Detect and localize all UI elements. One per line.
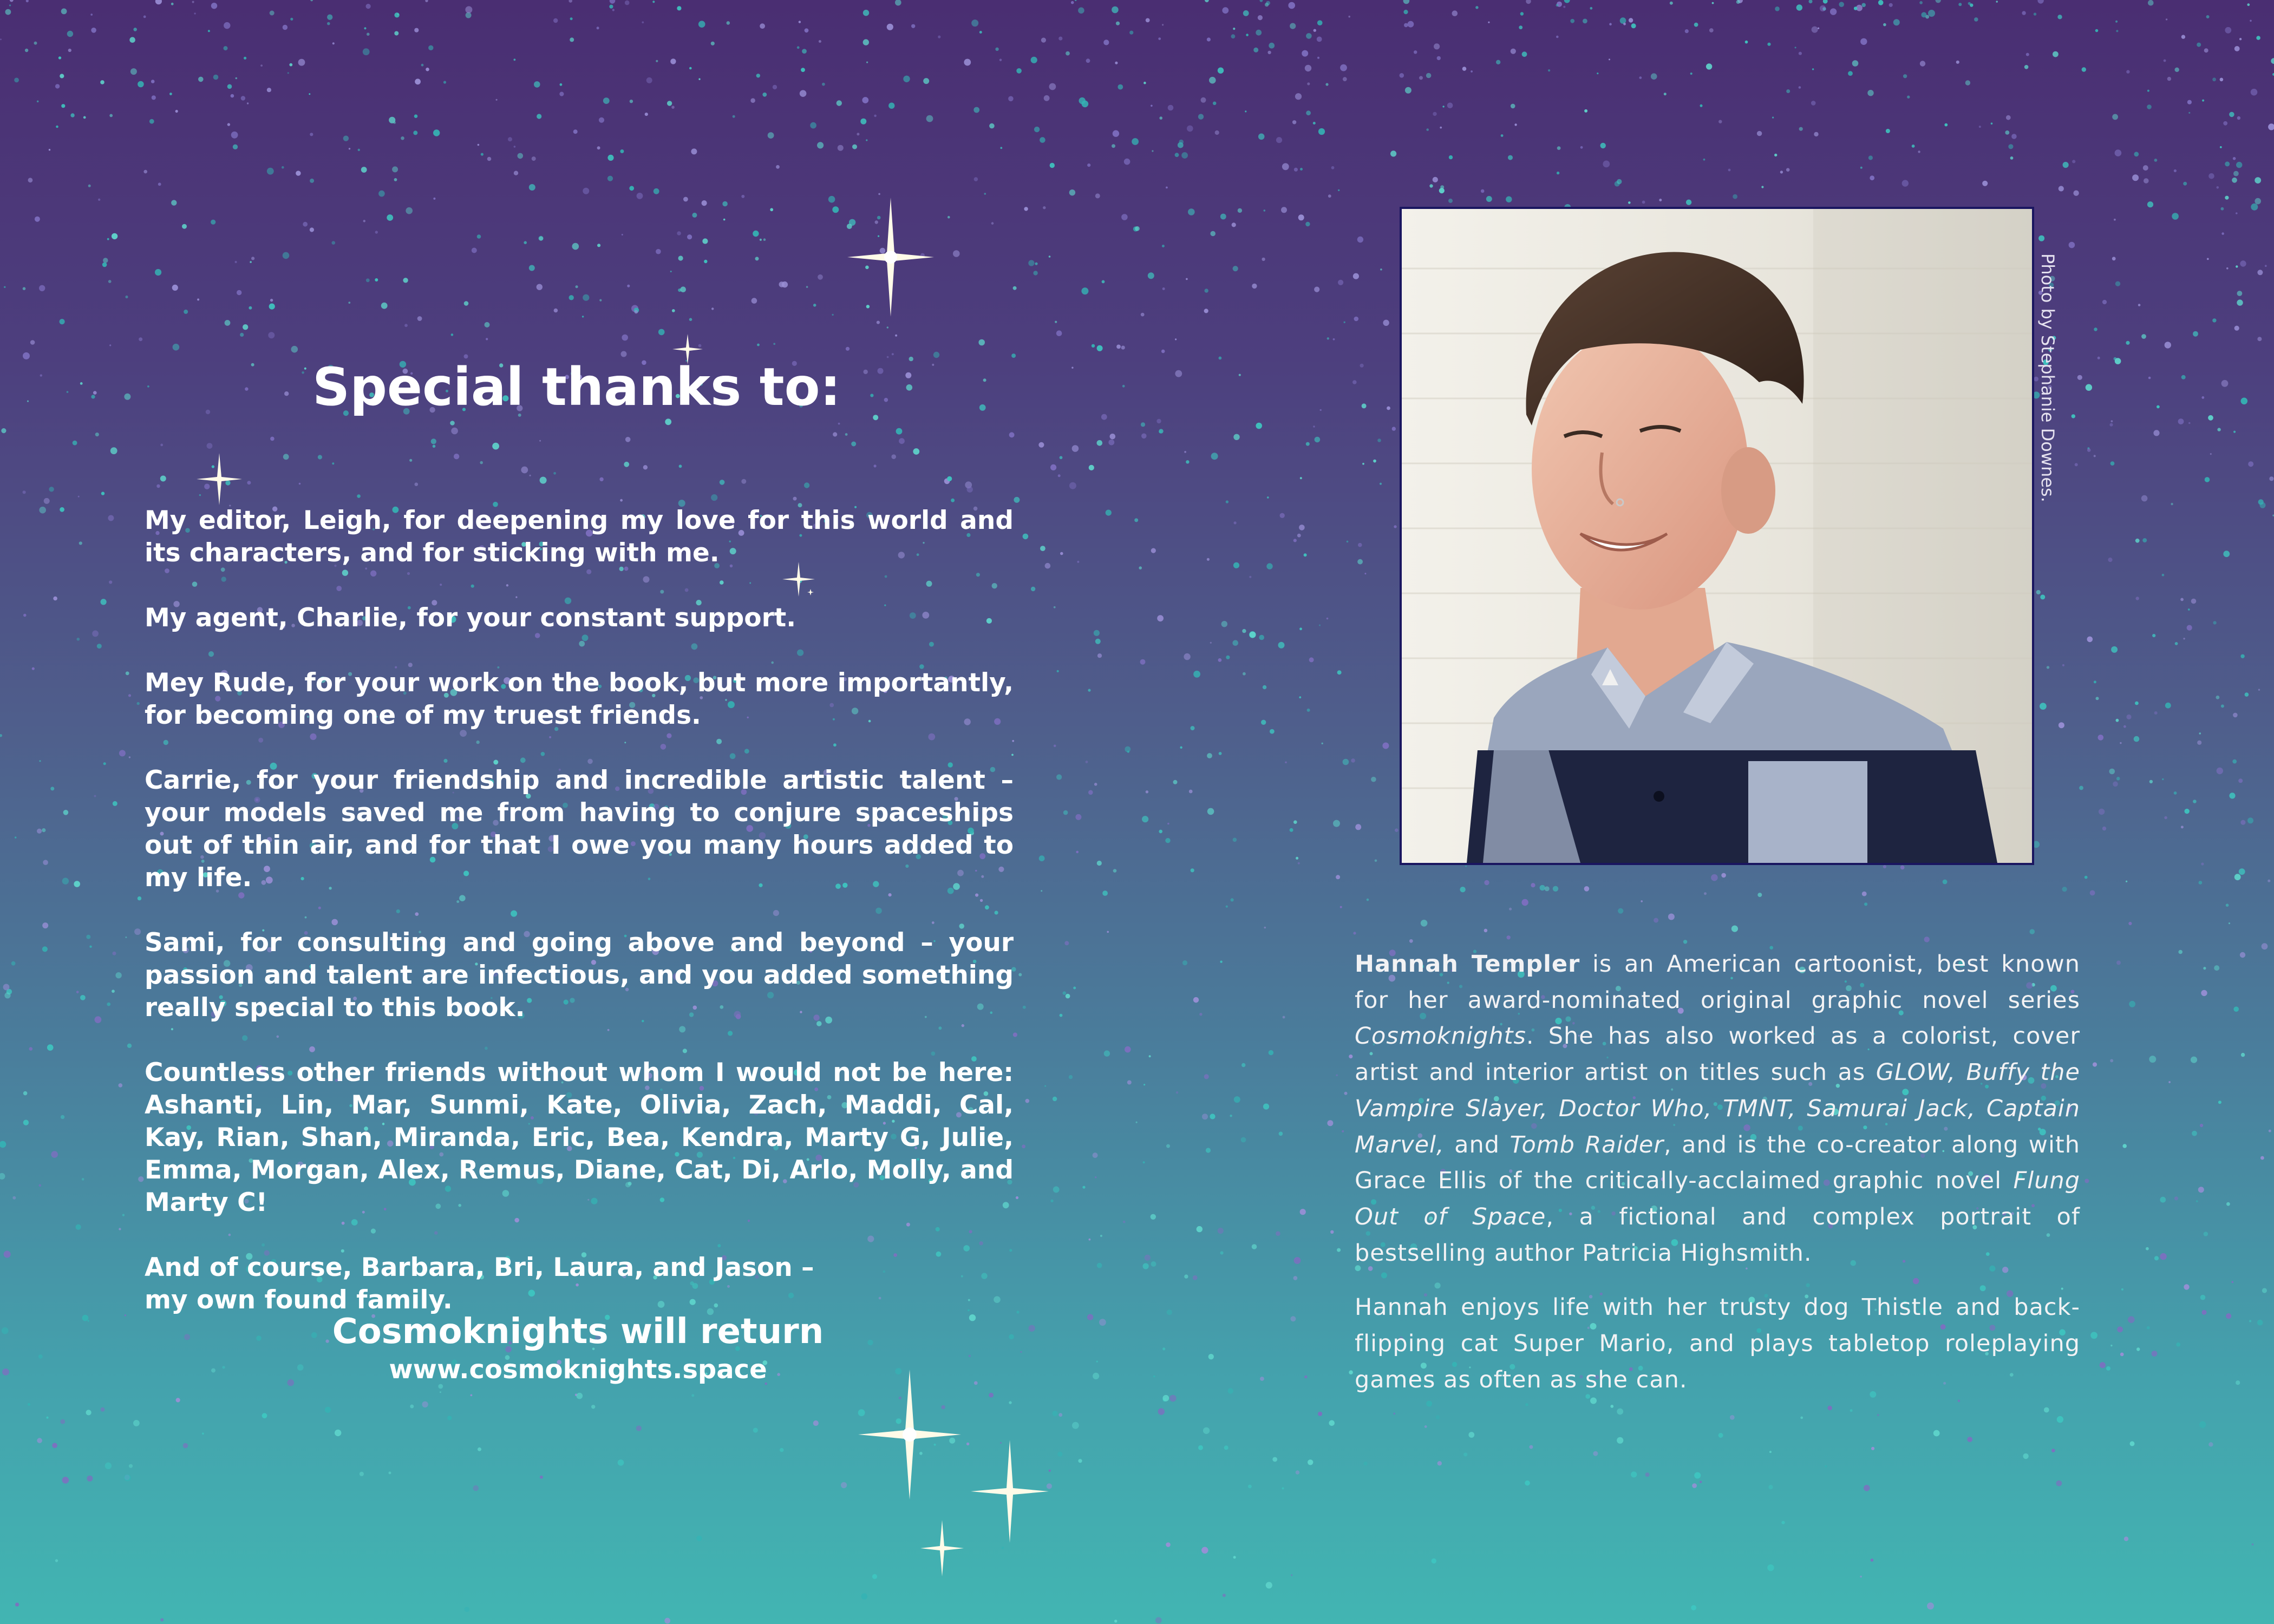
thanks-item: Sami, for consulting and going above and beyond – your passion and talent are infectious, and you added something really special to this book. xyxy=(145,928,1014,1023)
sparkle-star-icon xyxy=(966,1437,1053,1546)
closing-line-1: And of course, Barbara, Bri, Laura, and Jason – xyxy=(145,1253,814,1282)
bio-text: and xyxy=(1444,1131,1510,1158)
thanks-item: My editor, Leigh, for deepening my love for this world and its characters, and for sticking with me. xyxy=(145,506,1014,568)
work-title: Tomb Raider xyxy=(1510,1131,1664,1158)
return-announcement xyxy=(143,1310,1012,1386)
photo-credit: Photo by Stephanie Downes. xyxy=(2037,253,2058,502)
author-bio xyxy=(1355,946,2080,1416)
author-name: Hannah Templer xyxy=(1355,951,1580,978)
bio-paragraph-2: Hannah enjoys life with her trusty dog Thistle and back-flipping cat Super Mario, and plays tabletop roleplaying games as often as she can. xyxy=(1355,1294,2080,1393)
author-portrait-image xyxy=(1402,209,2032,863)
sparkle-star-icon xyxy=(195,452,244,506)
website-link[interactable]: www.cosmoknights.space xyxy=(389,1354,767,1385)
sparkle-star-icon xyxy=(918,1518,966,1578)
return-title: Cosmoknights will return xyxy=(332,1312,824,1352)
author-photo xyxy=(1400,207,2034,865)
bio-text: is an American cartoonist, best known for her award-nominated original graphic novel series xyxy=(1355,951,2080,1014)
thanks-list xyxy=(145,505,1014,1317)
work-titles: GLOW, Buffy the Vampire Slayer, Doctor Who, TMNT, Samurai Jack, Captain Marvel, xyxy=(1355,1059,2080,1158)
special-thanks-heading: Special thanks to: xyxy=(312,357,841,417)
thanks-item: My agent, Charlie, for your constant support. xyxy=(145,603,796,633)
bio-text: , a fictional and complex portrait of bestselling author Patricia Highsmith. xyxy=(1355,1203,2080,1267)
novel-title: Flung Out of Space xyxy=(1355,1167,2080,1230)
series-title: Cosmoknights xyxy=(1355,1023,1526,1050)
thanks-item-closing xyxy=(145,1252,1014,1317)
bio-paragraph-1 xyxy=(1355,946,2080,1271)
closing-line-2: my own found family. xyxy=(145,1285,453,1315)
bio-text: , and is the co-creator along with Grace Ellis of the critically-acclaimed graphic novel xyxy=(1355,1131,2080,1195)
thanks-item: Mey Rude, for your work on the book, but more importantly, for becoming one of my truest friends. xyxy=(145,668,1014,730)
thanks-item: Carrie, for your friendship and incredible artistic talent – your models saved me from having to conjure spaceships out of thin air, and for that I owe you many hours added to my life. xyxy=(145,765,1014,893)
sparkle-star-icon xyxy=(842,192,939,322)
bio-text: . She has also worked as a colorist, cover artist and interior artist on titles such as xyxy=(1355,1023,2080,1086)
thanks-item: Countless other friends without whom I would not be here: Ashanti, Lin, Mar, Sunmi, Kate, Olivia, Zach, Maddi, Cal, Kay, Rian, Shan, Miranda, Eric, Bea, Kendra, Marty G, Julie, Emma, Morgan, Alex, Remus, Diane, Cat, Di, Arlo, Molly, and Marty C! xyxy=(145,1058,1014,1217)
